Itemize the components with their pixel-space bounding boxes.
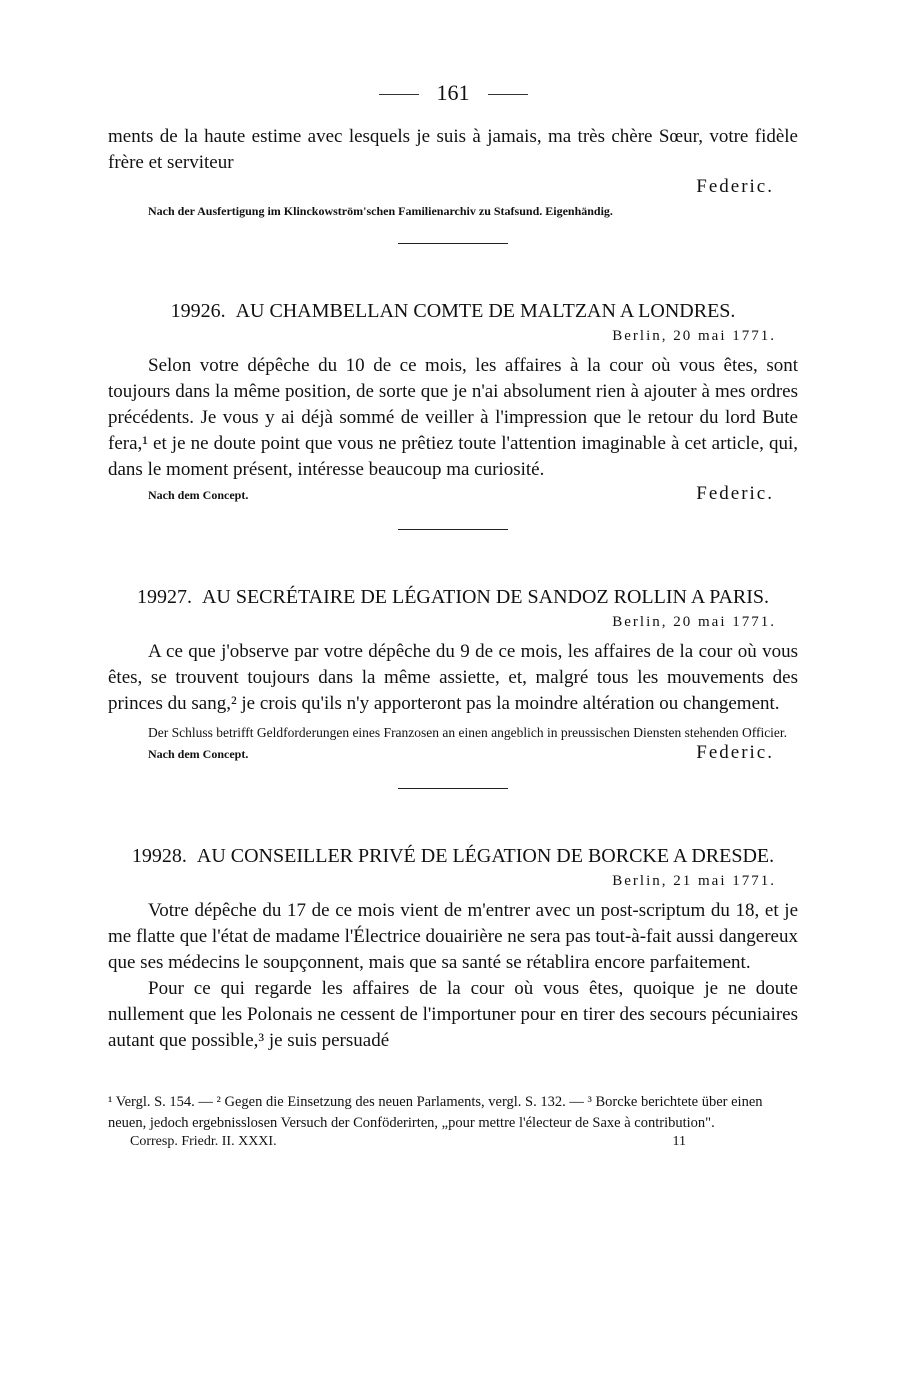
intro-signature: Federic. <box>696 176 774 197</box>
letter-signature: Federic. <box>696 742 774 763</box>
letter-title: AU CHAMBELLAN COMTE DE MALTZAN A LONDRES. <box>235 300 736 322</box>
page-header <box>108 80 798 106</box>
letter-source: Nach dem Concept. <box>148 488 249 502</box>
letter-heading <box>108 298 798 324</box>
letter-title: AU SECRÉTAIRE DE LÉGATION DE SANDOZ ROLLIN A PARIS. <box>201 586 770 608</box>
letter-dateline: Berlin, 20 mai 1771. <box>612 328 776 344</box>
letter-number: 19928. <box>131 845 187 867</box>
section-divider <box>398 788 508 789</box>
letter-dateline: Berlin, 20 mai 1771. <box>612 614 776 630</box>
letter-sign-row <box>148 483 798 505</box>
letter-dateline: Berlin, 21 mai 1771. <box>612 873 776 889</box>
letter-heading <box>108 843 798 869</box>
page-number: 161 <box>436 80 470 105</box>
letter-note: Der Schluss betrifft Geldforderungen eines Franzosen an einen angeblich in preussischen Diensten stehenden Officier. <box>148 725 788 740</box>
section-divider <box>398 529 508 530</box>
letter-paragraph: A ce que j'observe par votre dépêche du 9 de ce mois, les affaires de la cour où vous êtes, se trouvent toujours dans la même assiette, et, malgré tous les mouvements des princes du sang,² je crois qu'ils n'y apporteront pas la moindre altération ou changement. <box>108 641 798 714</box>
footnotes: ¹ Vergl. S. 154. — ² Gegen die Einsetzung des neuen Parlaments, vergl. S. 132. — ³ Borcke berichtete über einen neuen, jedoch ergebnisslosen Versuch der Conföderirten, „pour mettre l'électeur de Saxe à contribution". <box>108 1094 763 1131</box>
letter-heading <box>108 584 798 610</box>
letter-sign-row <box>148 742 798 764</box>
page <box>108 80 798 1150</box>
letter-number: 19927. <box>136 586 192 608</box>
letter-paragraph: Pour ce qui regarde les affaires de la cour où vous êtes, quoique je ne doute nullement que les Polonais ne cessent de l'importuner pour en tirer des secours pécuniaires autant que possible,³ je suis persuadé <box>108 978 798 1051</box>
section-divider <box>398 243 508 244</box>
letter-source: Nach dem Concept. <box>148 747 249 761</box>
intro-source: Nach der Ausfertigung im Klinckowström'schen Familienarchiv zu Stafsund. Eigenhändig. <box>148 204 613 218</box>
intro-text: ments de la haute estime avec lesquels je suis à jamais, ma très chère Sœur, votre fidèle frère et serviteur <box>108 126 798 173</box>
page-footer <box>130 1134 798 1150</box>
letter-paragraph: Selon votre dépêche du 10 de ce mois, les affaires à la cour où vous êtes, sont toujours dans la même position, de sorte que je n'ai absolument rien à ajouter à mes ordres précédents. Je vous y ai déjà sommé de veiller à l'impression que le retour du lord Bute fera,¹ et je ne doute point que vous ne prêtiez toute l'attention imaginable à cet article, qui, dans le moment présent, intéresse beaucoup ma curiosité. <box>108 355 798 480</box>
letter-signature: Federic. <box>696 483 774 504</box>
header-dash-left <box>379 94 419 95</box>
letter-paragraph: Votre dépêche du 17 de ce mois vient de m'entrer avec un post-scriptum du 18, et je me flatte que l'état de madame l'Électrice douairière ne sera pas tout-à-fait aussi dangereux que ses médecins le soupçonnent, mais que sa santé se rétablira encore parfaitement. <box>108 900 798 973</box>
letter-title: AU CONSEILLER PRIVÉ DE LÉGATION DE BORCKE A DRESDE. <box>196 845 775 867</box>
header-dash-right <box>488 94 528 95</box>
letter-number: 19926. <box>170 300 226 322</box>
footer-signature-mark: Corresp. Friedr. II. XXXI. <box>130 1134 277 1149</box>
footer-sheet-number: 11 <box>672 1134 686 1149</box>
